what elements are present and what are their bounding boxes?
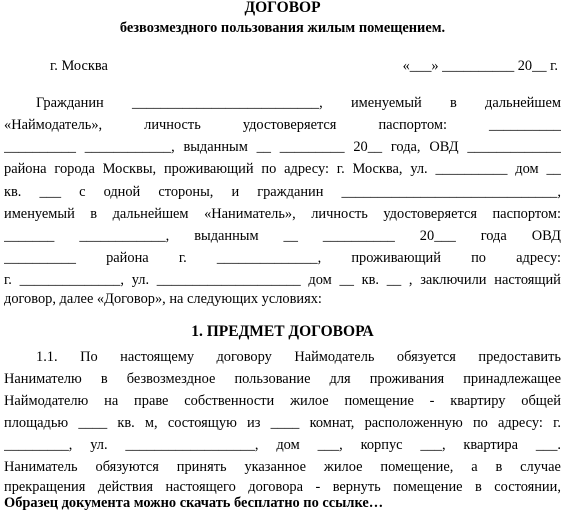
text-word: с [79,184,86,200]
text-word: пользование [234,371,311,387]
text-word: __ [386,272,402,288]
text-line [4,247,561,269]
text-word: Москвы, [102,161,157,177]
text-line [4,181,561,203]
text-word: ___, [420,437,446,453]
text-word: помещение [393,479,463,495]
text-line [4,158,561,180]
text-word: договора [248,479,303,495]
text-word: в [90,206,98,222]
text-word: прекращения [4,479,86,495]
text-word: ул. [131,272,150,288]
text-word: указанное [244,459,307,475]
text-word: корпус [360,437,403,453]
text-word: дальнейшем [112,206,189,222]
text-word: общей [521,393,561,409]
text-word: кв. [4,184,22,200]
text-word: ____ [270,415,300,431]
text-word: договор, далее «Договор», на следующих условиях: [4,291,322,307]
text-line [4,136,561,158]
text-word: в [475,479,482,495]
text-word: ______________, [216,250,322,266]
text-word: года [480,228,507,244]
text-word: из [247,415,261,431]
text-word: района [106,250,149,266]
text-word: ул. [410,161,428,177]
text-word: для [329,371,351,387]
text-word: _______ [4,228,55,244]
text-line [4,412,561,434]
text-line [4,456,561,478]
text-word: кв. [361,272,380,288]
text-word: __ [339,272,354,288]
text-word: паспортом: [378,117,447,133]
text-word: ___ [39,184,62,200]
text-word: личность [144,117,201,133]
text-word: настоящий [494,272,561,288]
text-word: помещение [344,393,414,409]
document-city: г. Москва [50,58,108,74]
text-word: __________ [435,161,508,177]
text-word: настоящему [120,349,195,365]
text-word: ____ [78,415,108,431]
text-word: проживающий [351,250,441,266]
text-word: жилое [323,459,363,475]
text-word: договору [216,349,272,365]
text-word: стороны, [158,184,214,200]
text-word: паспортом: [492,206,561,222]
text-word: Нанимателю [4,371,82,387]
text-word: __ [546,161,561,177]
text-word: кв. [117,415,135,431]
text-word: Наниматель [4,459,78,475]
text-line [36,346,561,368]
text-word: Гражданин [36,95,104,111]
text-word: ______________, [19,272,124,288]
text-word: заключили [420,272,487,288]
text-word: района [4,161,47,177]
text-line [4,203,561,225]
text-word: безвозмездное [126,371,216,387]
text-word: ______________________________, [341,184,561,200]
text-line [36,92,561,114]
text-word: ___, [317,437,343,453]
text-word: и [231,184,240,200]
text-word: _________ [279,139,345,155]
text-word: вернуть [332,479,381,495]
document-title: ДОГОВОР [244,0,321,16]
text-word: г. [336,161,345,177]
text-word: состоянии, [494,479,561,495]
text-word: в [449,95,457,111]
text-word: комнат, [309,415,355,431]
text-word: проживания [369,371,445,387]
text-word: _____________ [467,139,561,155]
text-word: __________________, [125,437,259,453]
text-word: г. [178,250,187,266]
text-word: 20___ [419,228,456,244]
text-word: выданным [194,228,259,244]
text-word: предоставить [478,349,561,365]
text-word: г. [553,415,561,431]
text-word: адресу: [284,161,329,177]
text-word: ОВД [531,228,561,244]
section-title: 1. ПРЕДМЕТ ДОГОВОРА [191,323,374,340]
text-word: принять [176,459,227,475]
text-word: квартиру [450,393,506,409]
text-word: - [429,393,435,409]
text-word: собственности [184,393,275,409]
text-word: действия [97,479,154,495]
text-word: __ [283,228,298,244]
text-word: настоящего [165,479,236,495]
text-word: по [261,161,277,177]
text-word: случае [520,459,561,475]
text-word: принадлежащее [463,371,561,387]
text-word: по [471,250,486,266]
text-word: ул. [90,437,108,453]
text-word: __________ [489,117,561,133]
text-word: удостоверяется [383,206,477,222]
text-word: по [472,415,488,431]
text-word: в [100,371,108,387]
text-word: обязуются [95,459,159,475]
text-word: По [80,349,98,365]
text-word: квартира [463,437,518,453]
text-word: личность [311,206,368,222]
text-word: «Наймодатель», [4,117,103,133]
text-word: __________________________, [132,95,323,111]
text-word: праве [134,393,169,409]
text-word: города [54,161,95,177]
text-word: расположенную [364,415,463,431]
text-word: Москва, [352,161,403,177]
text-word: обязуется [396,349,456,365]
document-subtitle: безвозмездного пользования жилым помещением. [119,20,446,36]
download-link[interactable]: Образец документа можно скачать бесплатно по ссылке… [4,495,384,511]
text-word: дом [308,272,332,288]
text-word: ____________________ [156,272,301,288]
text-word: м, [144,415,158,431]
text-word: Наймодателю [4,393,89,409]
text-line [4,114,561,136]
text-word: ____________, [84,139,175,155]
text-word: дальнейшем [485,95,561,111]
text-word: именуемый [4,206,75,222]
text-word: площадью [4,415,69,431]
text-word: именуемый [350,95,422,111]
text-word: помещение, [380,459,454,475]
text-word: __________ [4,139,76,155]
text-word: г. [4,272,12,288]
text-word: дом [276,437,300,453]
text-line [4,390,561,412]
text-word: дом [515,161,539,177]
text-word: года, [390,139,421,155]
text-word: выданным [183,139,248,155]
text-word: жилое [290,393,329,409]
text-word: в [495,459,503,475]
text-word: удостоверяется [242,117,337,133]
text-word: состоящую [167,415,237,431]
text-word: 1.1. [36,349,58,365]
text-word: на [104,393,119,409]
text-word: __________ [322,228,395,244]
text-line [4,434,561,456]
text-word: - [315,479,321,495]
text-word: проживающий [163,161,254,177]
text-word: ____________, [79,228,170,244]
text-word: 20__ [353,139,383,155]
text-line [4,368,561,390]
text-word: , [408,272,413,288]
text-word: _________, [4,437,73,453]
document-date: «___» __________ 20__ г. [402,58,558,74]
text-word: адресу: [516,250,561,266]
text-word: а [471,459,478,475]
text-word: __ [256,139,271,155]
text-word: __________ [4,250,76,266]
text-word: ОВД [429,139,459,155]
text-word: ___. [535,437,561,453]
text-word: адресу: [498,415,543,431]
text-word: одной [103,184,141,200]
text-word: «Наниматель», [204,206,296,222]
text-line [4,225,561,247]
text-word: гражданин [257,184,324,200]
text-line [4,288,561,310]
text-word: Наймодатель [294,349,375,365]
